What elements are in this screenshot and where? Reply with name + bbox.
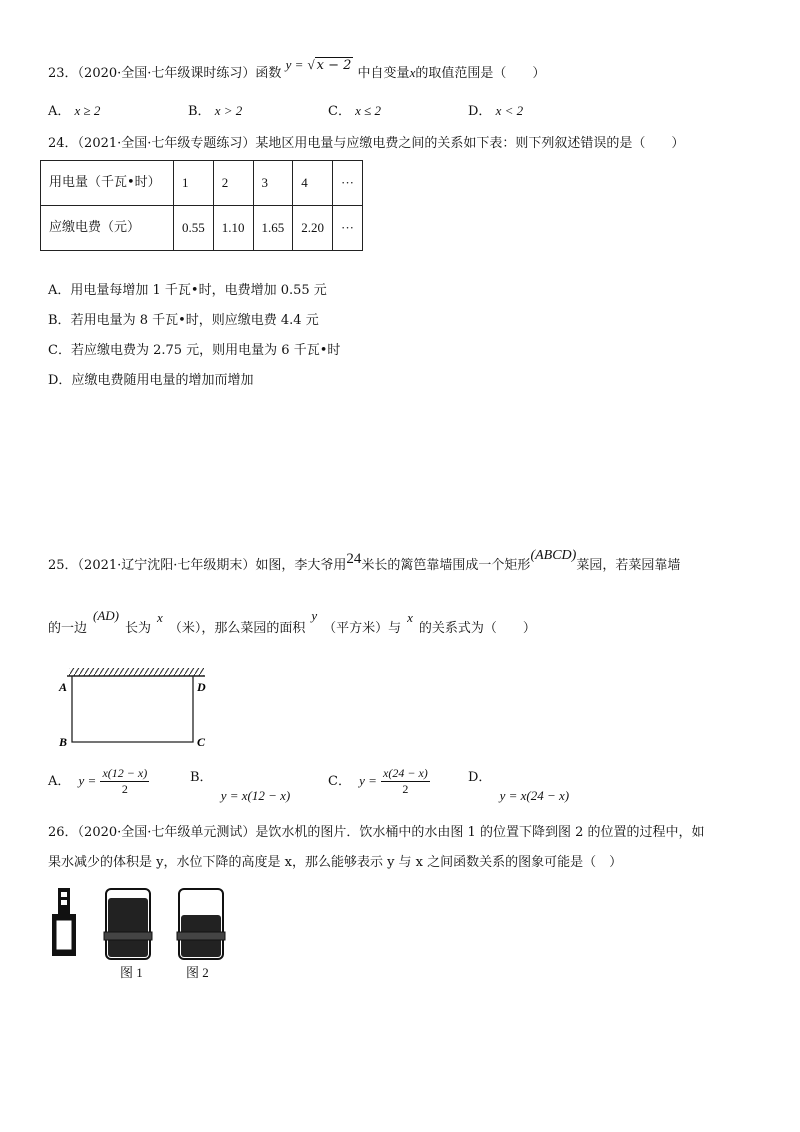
table-cell: ···: [333, 206, 363, 251]
q25-source: （2021·辽宁沈阳·七年级期末）: [77, 558, 256, 573]
table-header-fee: 应缴电费（元）: [41, 206, 174, 251]
q23-var: x: [409, 65, 416, 80]
q25-option-b: [190, 770, 291, 803]
option-label: A．: [48, 774, 71, 789]
option-math: x ≤ 2: [355, 103, 381, 118]
q25-x2: x: [407, 610, 413, 625]
option-fraction: [381, 766, 430, 797]
q24-option-d: [48, 369, 253, 388]
option-label: B．: [48, 313, 71, 328]
fraction-num: x(12 − x): [102, 766, 148, 780]
table-cell: 3: [253, 161, 293, 206]
q25-abcd: (ABCD): [530, 548, 577, 563]
wall-hatch: [69, 668, 204, 676]
table-cell: 0.55: [174, 206, 214, 251]
table-header-usage: 用电量（千瓦•时）: [41, 161, 174, 206]
q25-text: 米长的篱笆靠墙围成一个矩形: [361, 558, 531, 573]
bucket-figure-1: [104, 889, 152, 959]
q25-ad: (AD): [93, 608, 120, 623]
vertex-d: D: [197, 680, 206, 694]
figure-2-label: 图 2: [186, 965, 209, 980]
q25-text: 的关系式为（ ）: [418, 621, 536, 636]
q25-y: y: [311, 608, 318, 623]
option-lhs: y =: [359, 773, 377, 788]
option-label: C．: [328, 104, 351, 119]
q26-stem-line1: [48, 821, 704, 840]
q24-option-c: [48, 339, 340, 358]
option-label: A．: [48, 104, 71, 119]
option-label: C．: [48, 343, 71, 358]
table-cell: ···: [333, 161, 363, 206]
option-math: x ≥ 2: [74, 103, 101, 118]
q24-source: （2021·全国·七年级专题练习）: [77, 136, 256, 151]
q23-option-d: [468, 100, 523, 119]
q24-stem: [48, 132, 684, 151]
q23-formula-lhs: y =: [285, 57, 304, 72]
option-text: 若应缴电费为 2.75 元，则用电量为 6 千瓦•时: [70, 343, 341, 358]
fraction-den: 2: [402, 782, 409, 796]
q26-text: 果水减少的体积是 y，水位下降的高度是 x，那么能够表示 y 与 x 之间函数关系的图象可能是（ ）: [48, 855, 623, 870]
option-lhs: y =: [78, 773, 97, 788]
q25-stem-line1: [48, 548, 681, 574]
q26-stem-line2: [48, 851, 622, 870]
q24-option-a: [48, 279, 327, 298]
table-cell: 4: [293, 161, 333, 206]
q25-option-d: [468, 770, 570, 803]
option-math: x > 2: [214, 103, 243, 118]
q23-text-b: 中自变量: [357, 66, 410, 81]
bucket-figure-2: [177, 889, 225, 959]
dispenser-icon: [52, 888, 76, 956]
q25-text: 长为: [125, 621, 152, 636]
q25-number: 25．: [48, 558, 78, 573]
q25-number-24: 24: [346, 551, 362, 567]
q23-formula: [286, 58, 358, 73]
figure-1-label: 图 1: [120, 965, 143, 980]
option-text: 若用电量为 8 千瓦•时，则应缴电费 4.4 元: [70, 313, 319, 328]
q24-option-b: [48, 309, 319, 328]
q23-number: 23．: [48, 66, 78, 81]
q23-stem: [48, 57, 546, 81]
sqrt-symbol: √: [307, 57, 315, 72]
q23-source: （2020·全国·七年级课时练习）: [77, 66, 256, 81]
fence-rect: [72, 676, 193, 742]
option-label: C．: [328, 774, 351, 789]
q24-number: 24．: [48, 136, 78, 151]
q25-stem-line2: [48, 608, 536, 636]
option-label: D．: [468, 104, 492, 119]
q26-text: 是饮水机的图片．饮水桶中的水由图 1 的位置下降到图 2 的位置的过程中，如: [255, 825, 705, 840]
q23-text-a: 函数: [255, 66, 282, 81]
option-label: B．: [188, 104, 211, 119]
q25-text: 如图，李大爷用: [255, 558, 347, 573]
vertex-c: C: [197, 735, 206, 749]
option-math: x < 2: [495, 103, 524, 118]
q25-option-a: [48, 766, 149, 797]
q25-text: （米），那么菜园的面积: [168, 621, 306, 636]
option-label: D．: [468, 770, 492, 785]
table-cell: 2.20: [293, 206, 333, 251]
option-label: B．: [190, 770, 213, 785]
vertex-b: B: [59, 735, 68, 749]
q26-source: （2020·全国·七年级单元测试）: [77, 825, 256, 840]
q25-x: x: [157, 610, 163, 625]
option-text: 应缴电费随用电量的增加而增加: [71, 373, 254, 388]
table-cell: 1.10: [213, 206, 253, 251]
q23-option-b: [188, 100, 242, 119]
option-math: y = x(24 − x): [499, 788, 570, 803]
fraction-den: 2: [121, 782, 128, 796]
q24-text: 某地区用电量与应缴电费之间的关系如下表：则下列叙述错误的是（ ）: [255, 136, 685, 151]
table-cell: 2: [213, 161, 253, 206]
table-cell: 1.65: [253, 206, 293, 251]
q25-text: 的一边: [48, 621, 88, 636]
option-label: D．: [48, 373, 72, 388]
vertex-a: A: [59, 680, 68, 694]
garden-figure: [55, 666, 220, 752]
q23-option-c: [328, 100, 381, 119]
option-math: y = x(12 − x): [220, 788, 291, 803]
q23-option-a: [48, 100, 100, 119]
q26-number: 26．: [48, 825, 78, 840]
table-row: [41, 206, 363, 251]
electricity-table: [40, 160, 363, 251]
q25-text: （平方米）与: [323, 621, 402, 636]
q23-formula-radicand: x − 2: [316, 58, 352, 73]
option-fraction: [100, 766, 149, 797]
q25-option-c: [328, 766, 430, 797]
table-cell: 1: [174, 161, 214, 206]
table-row: [41, 161, 363, 206]
option-text: 用电量每增加 1 千瓦•时，电费增加 0.55 元: [70, 283, 327, 298]
q23-text-c: 的取值范围是（ ）: [415, 66, 546, 81]
fraction-num: x(24 − x): [383, 766, 428, 780]
q25-text: 菜园，若菜园靠墙: [576, 558, 681, 573]
option-label: A．: [48, 283, 71, 298]
